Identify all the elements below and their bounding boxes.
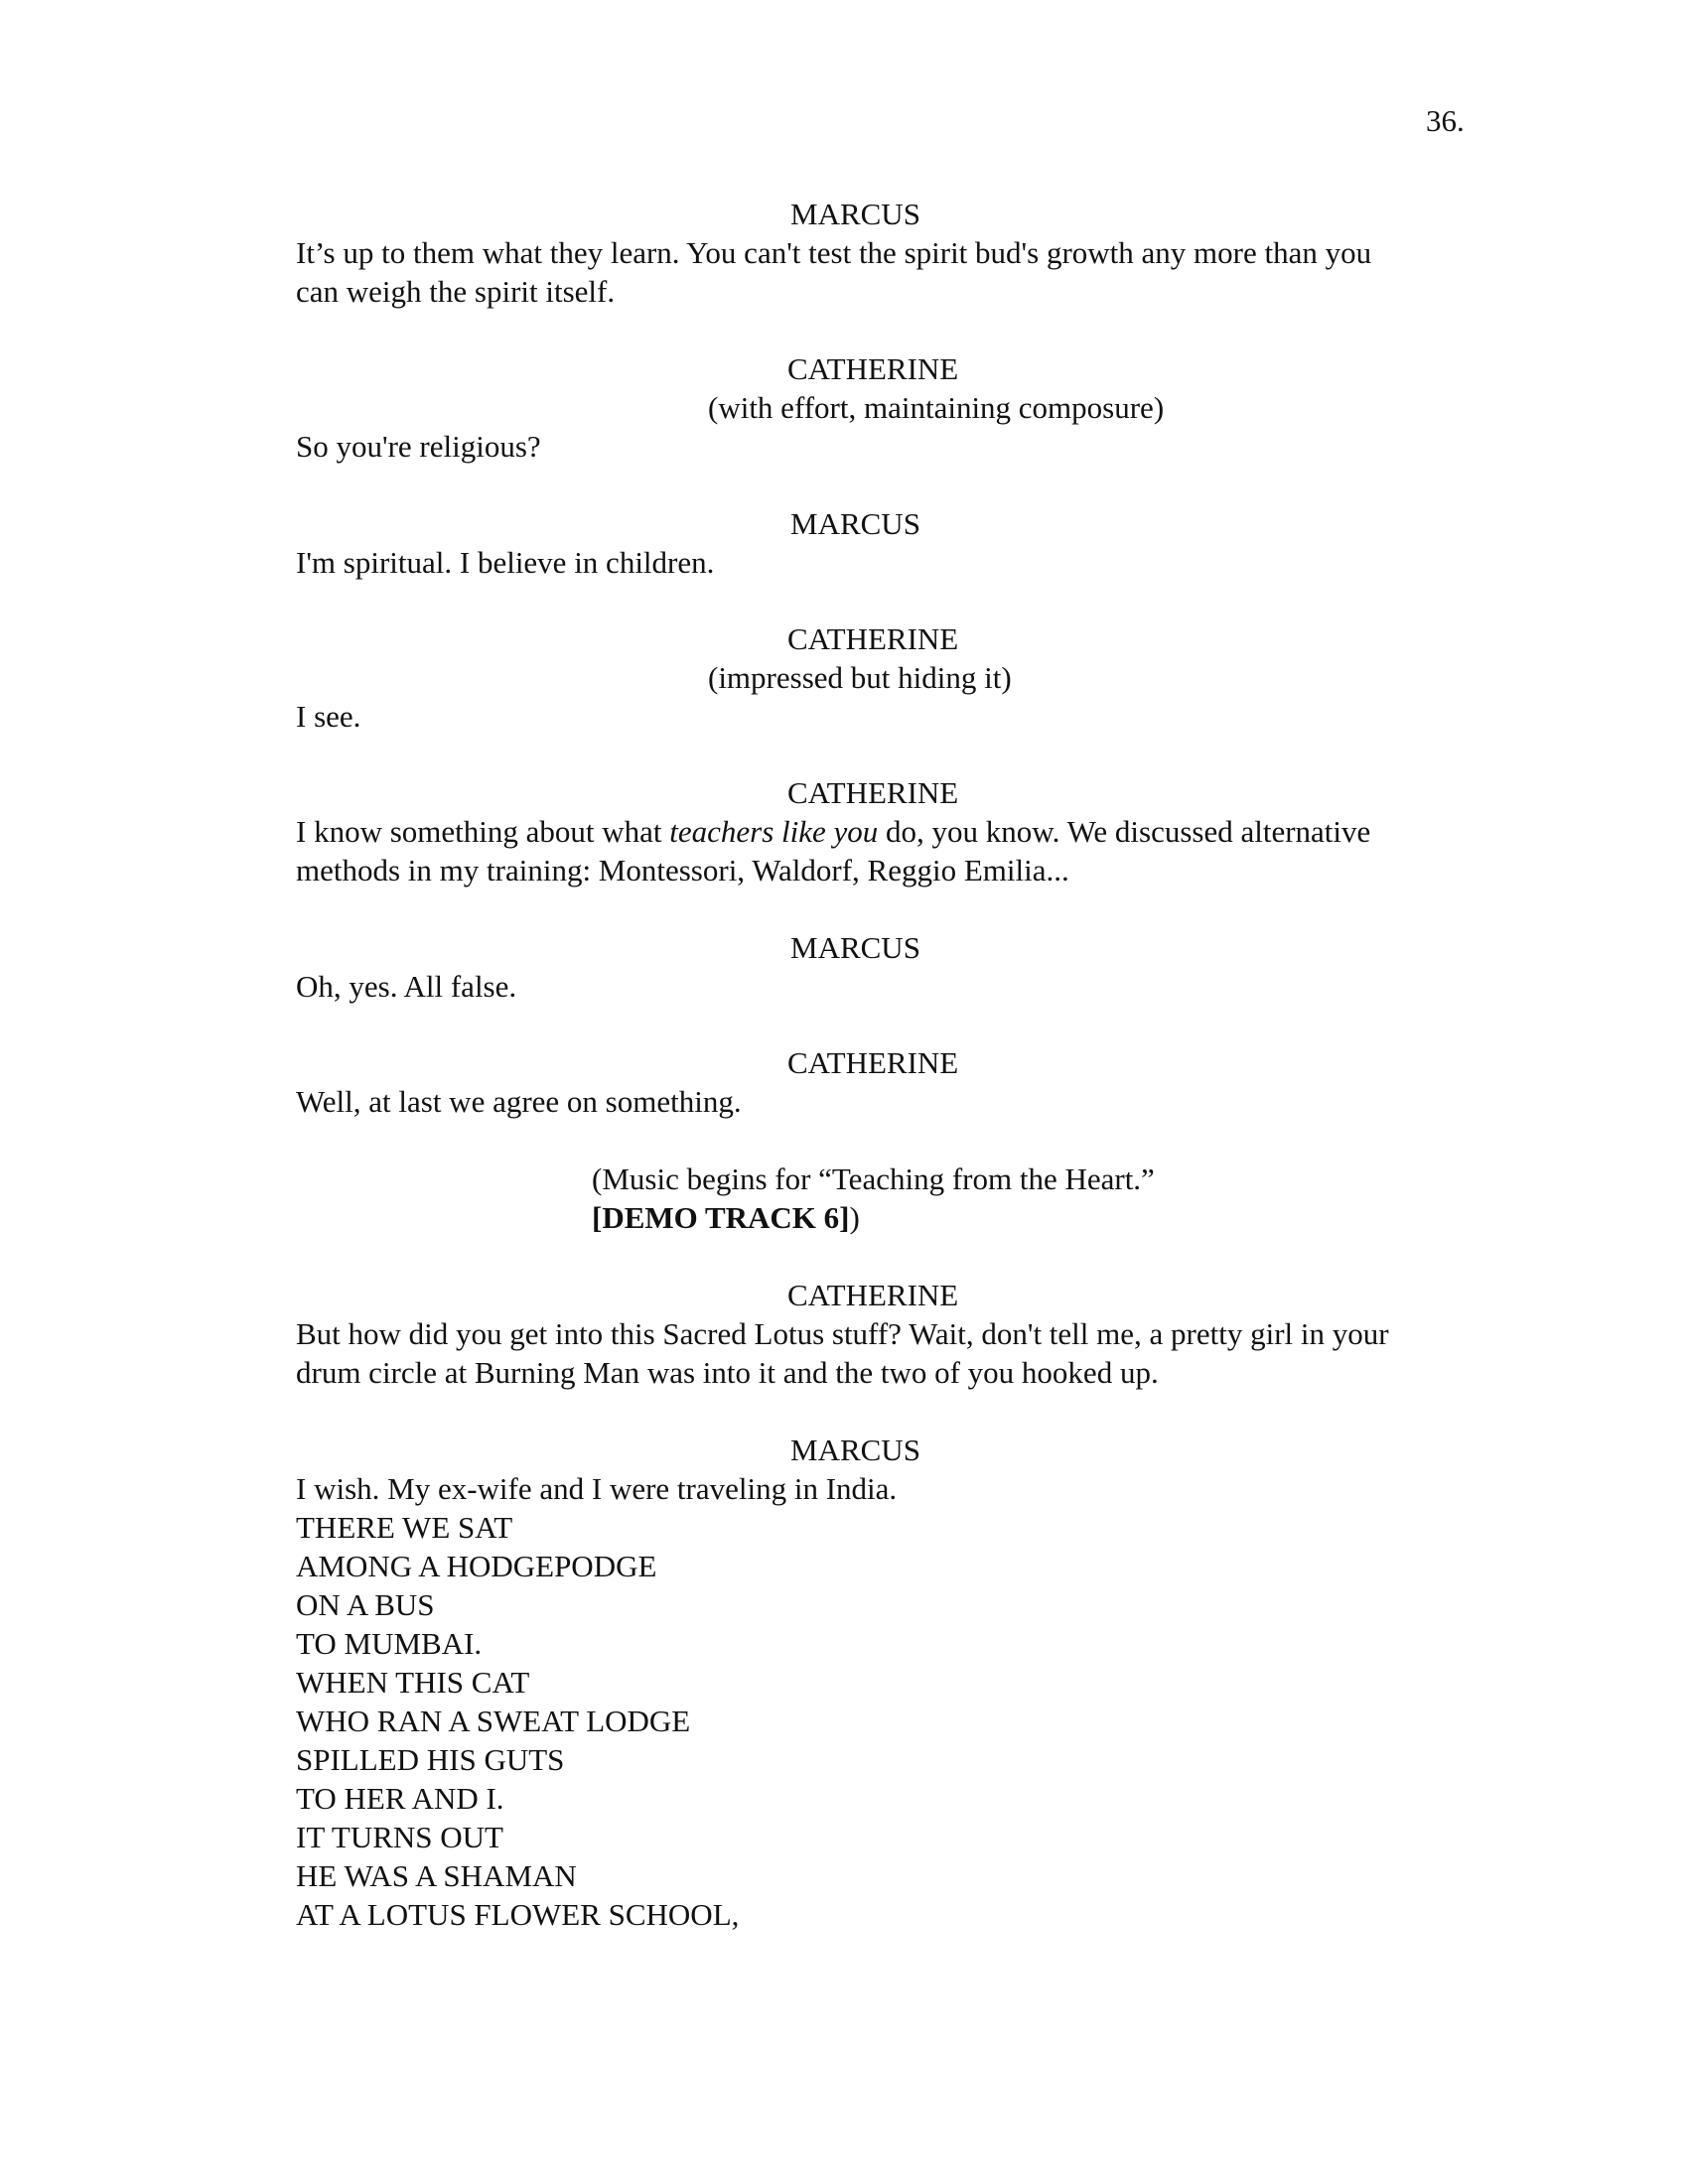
lyric-line: THERE WE SAT	[296, 1510, 513, 1545]
lyric-line: ON A BUS	[296, 1587, 435, 1622]
stage-direction: (Music begins for “Teaching from the Heart.”	[592, 1161, 1155, 1196]
character-name: CATHERINE	[787, 351, 959, 386]
dialogue-line: So you're religious?	[296, 429, 541, 464]
dialogue-line: can weigh the spirit itself.	[296, 274, 616, 309]
demo-track-label: [DEMO TRACK 6]	[592, 1200, 850, 1235]
character-name: MARCUS	[790, 197, 920, 231]
lyric-line: TO MUMBAI.	[296, 1626, 483, 1661]
character-name: CATHERINE	[787, 1278, 959, 1312]
parenthetical: (impressed but hiding it)	[708, 660, 1012, 695]
dialogue-line: It’s up to them what they learn. You can't test the spirit bud's growth any more than you	[296, 235, 1372, 270]
lyric-line: IT TURNS OUT	[296, 1820, 503, 1854]
lyric-line: TO HER AND I.	[296, 1781, 504, 1816]
character-name: MARCUS	[790, 930, 920, 965]
dialogue-line: I see.	[296, 699, 361, 734]
dialogue-text: I know something about what	[296, 814, 670, 849]
lyric-line: SPILLED HIS GUTS	[296, 1742, 565, 1777]
page-number: 36.	[1426, 103, 1465, 138]
lyric-line: AMONG A HODGEPODGE	[296, 1549, 657, 1583]
lyric-line: AT A LOTUS FLOWER SCHOOL,	[296, 1897, 740, 1932]
dialogue-line: Oh, yes. All false.	[296, 969, 517, 1004]
character-name: CATHERINE	[787, 1045, 959, 1080]
character-name: CATHERINE	[787, 775, 959, 810]
dialogue-line: I'm spiritual. I believe in children.	[296, 545, 715, 580]
lyric-line: HE WAS A SHAMAN	[296, 1858, 577, 1893]
character-name: CATHERINE	[787, 621, 959, 656]
lyric-line: WHEN THIS CAT	[296, 1665, 530, 1700]
stage-direction-close: )	[849, 1200, 860, 1235]
dialogue-line: Well, at last we agree on something.	[296, 1084, 742, 1119]
dialogue-line	[296, 812, 1370, 851]
italic-emphasis: teachers like you	[669, 814, 879, 849]
stage-direction	[592, 1198, 860, 1237]
dialogue-text: do, you know. We discussed alternative	[878, 814, 1371, 849]
lyric-line: WHO RAN A SWEAT LODGE	[296, 1704, 691, 1738]
character-name: MARCUS	[790, 506, 920, 541]
dialogue-line: But how did you get into this Sacred Lotus stuff? Wait, don't tell me, a pretty girl in your	[296, 1316, 1389, 1351]
dialogue-line: I wish. My ex-wife and I were traveling in India.	[296, 1471, 898, 1506]
dialogue-line: drum circle at Burning Man was into it and the two of you hooked up.	[296, 1355, 1159, 1390]
dialogue-line: methods in my training: Montessori, Waldorf, Reggio Emilia...	[296, 853, 1069, 887]
parenthetical: (with effort, maintaining composure)	[708, 390, 1165, 425]
character-name: MARCUS	[790, 1433, 920, 1467]
